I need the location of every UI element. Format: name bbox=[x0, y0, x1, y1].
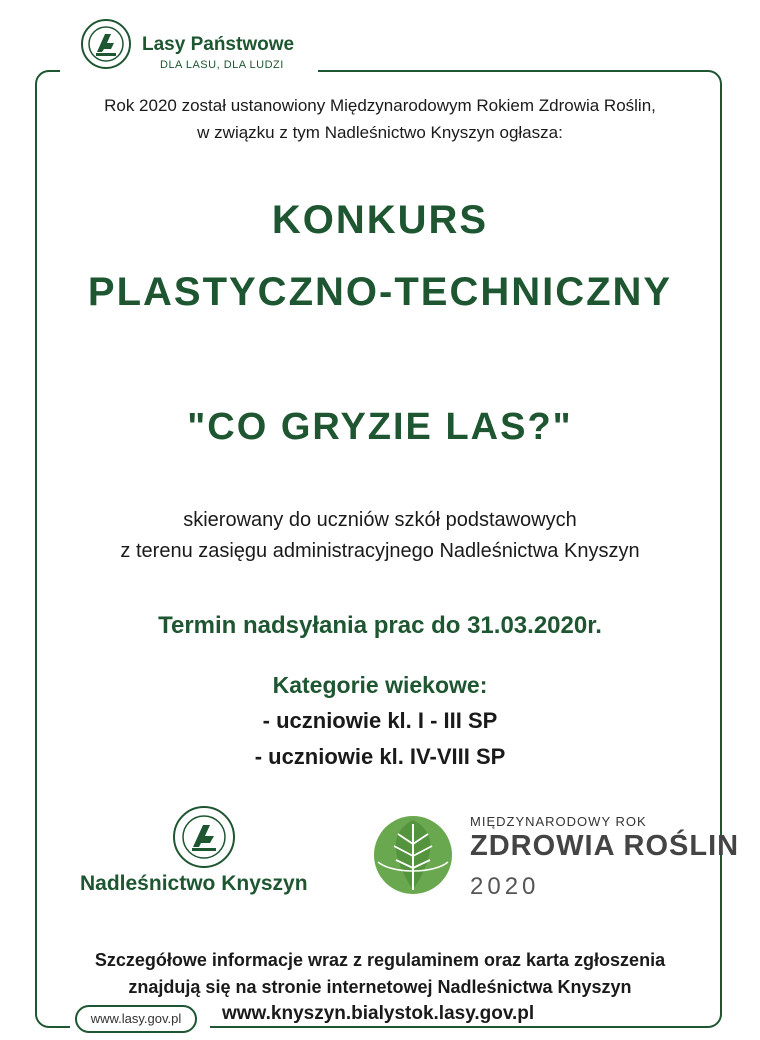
lasy-panstwowe-emblem-icon bbox=[172, 805, 236, 869]
details-line-2: znajdują się na stronie internetowej Nadleśnictwa Knyszyn bbox=[128, 977, 632, 997]
target-line-2: z terenu zasięgu administracyjnego Nadleśnictwa Knyszyn bbox=[120, 540, 640, 562]
iyph-title: ZDROWIA ROŚLIN bbox=[470, 830, 740, 862]
categories-heading: Kategorie wiekowe: bbox=[272, 672, 488, 698]
organizer-name: Nadleśnictwo Knyszyn bbox=[80, 872, 308, 895]
lasy-panstwowe-logo-icon bbox=[80, 18, 132, 70]
target-line-1: skierowany do uczniów szkół podstawowych bbox=[183, 509, 577, 531]
deadline-text: Termin nadsyłania prac do 31.03.2020r. bbox=[158, 612, 602, 639]
brand-name: Lasy Państwowe bbox=[142, 34, 295, 55]
iyph-subtitle: MIĘDZYNARODOWY ROK bbox=[470, 814, 647, 829]
category-item: - uczniowie kl. IV-VIII SP bbox=[254, 744, 506, 769]
title-line-1: KONKURS bbox=[271, 198, 489, 242]
website-link[interactable]: www.knyszyn.bialystok.lasy.gov.pl bbox=[222, 1003, 535, 1024]
leaf-globe-icon bbox=[372, 814, 454, 896]
intro-line-1: Rok 2020 został ustanowiony Międzynarodowym Rokiem Zdrowia Roślin, bbox=[104, 96, 656, 115]
contest-name: "CO GRYZIE LAS?" bbox=[187, 406, 573, 448]
intro-line-2: w związku z tym Nadleśnictwo Knyszyn ogłasza: bbox=[197, 123, 563, 142]
iyph-year: 2020 bbox=[470, 873, 540, 900]
category-item: - uczniowie kl. I - III SP bbox=[262, 708, 498, 733]
lasy-website-badge[interactable]: www.lasy.gov.pl bbox=[75, 1005, 197, 1033]
details-line-1: Szczegółowe informacje wraz z regulaminem oraz karta zgłoszenia bbox=[94, 950, 666, 970]
title-line-2: PLASTYCZNO-TECHNICZNY bbox=[87, 270, 673, 314]
brand-tagline: DLA LASU, DLA LUDZI bbox=[160, 59, 284, 71]
